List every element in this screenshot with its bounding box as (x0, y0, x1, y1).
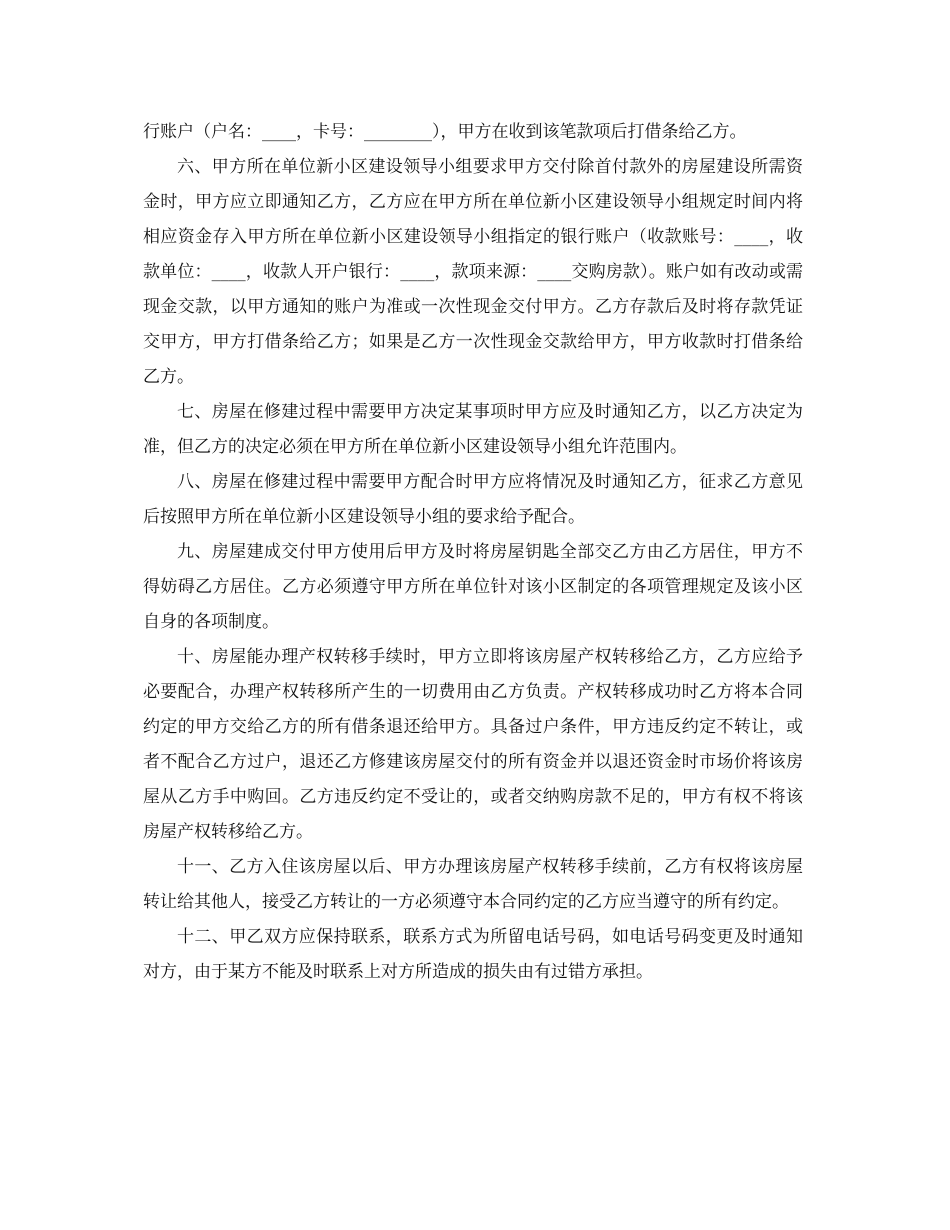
paragraph-continued: 行账户（户名：____，卡号：________），甲方在收到该笔款项后打借条给乙方。 (143, 122, 747, 142)
paragraph-clause-9: 九、房屋建成交付甲方使用后甲方及时将房屋钥匙全部交乙方由乙方居住，甲方不得妨碍乙方居住。乙方必须遵守甲方所在单位针对该小区制定的各项管理规定及该小区自身的各项制度。 (143, 542, 803, 632)
paragraph-clause-11: 十一、乙方入住该房屋以后、甲方办理该房屋产权转移手续前，乙方有权将该房屋转让给其他人，接受乙方转让的一方必须遵守本合同约定的乙方应当遵守的所有约定。 (143, 857, 803, 912)
document-body (143, 115, 803, 990)
paragraph-clause-6: 六、甲方所在单位新小区建设领导小组要求甲方交付除首付款外的房屋建设所需资金时，甲方应立即通知乙方，乙方应在甲方所在单位新小区建设领导小组规定时间内将相应资金存入甲方所在单位新小区建设领导小组指定的银行账户（收款账号：____，收款单位：____，收款人开户银行：____，款项来源：____交购房款）。账户如有改动或需现金交款，以甲方通知的账户为准或一次性现金交付甲方。乙方存款后及时将存款凭证交甲方，甲方打借条给乙方；如果是乙方一次性现金交款给甲方，甲方收款时打借条给乙方。 (143, 157, 803, 387)
paragraph-clause-10: 十、房屋能办理产权转移手续时，甲方立即将该房屋产权转移给乙方，乙方应给予必要配合，办理产权转移所产生的一切费用由乙方负责。产权转移成功时乙方将本合同约定的甲方交给乙方的所有借条退还给甲方。具备过户条件，甲方违反约定不转让，或者不配合乙方过户，退还乙方修建该房屋交付的所有资金并以退还资金时市场价将该房屋从乙方手中购回。乙方违反约定不受让的，或者交纳购房款不足的，甲方有权不将该房屋产权转移给乙方。 (143, 647, 803, 842)
paragraph-clause-12: 十二、甲乙双方应保持联系，联系方式为所留电话号码，如电话号码变更及时通知对方，由于某方不能及时联系上对方所造成的损失由有过错方承担。 (143, 927, 803, 982)
paragraph-clause-8: 八、房屋在修建过程中需要甲方配合时甲方应将情况及时通知乙方，征求乙方意见后按照甲方所在单位新小区建设领导小组的要求给予配合。 (143, 472, 803, 527)
paragraph-clause-7: 七、房屋在修建过程中需要甲方决定某事项时甲方应及时通知乙方，以乙方决定为准，但乙方的决定必须在甲方所在单位新小区建设领导小组允许范围内。 (143, 402, 803, 457)
